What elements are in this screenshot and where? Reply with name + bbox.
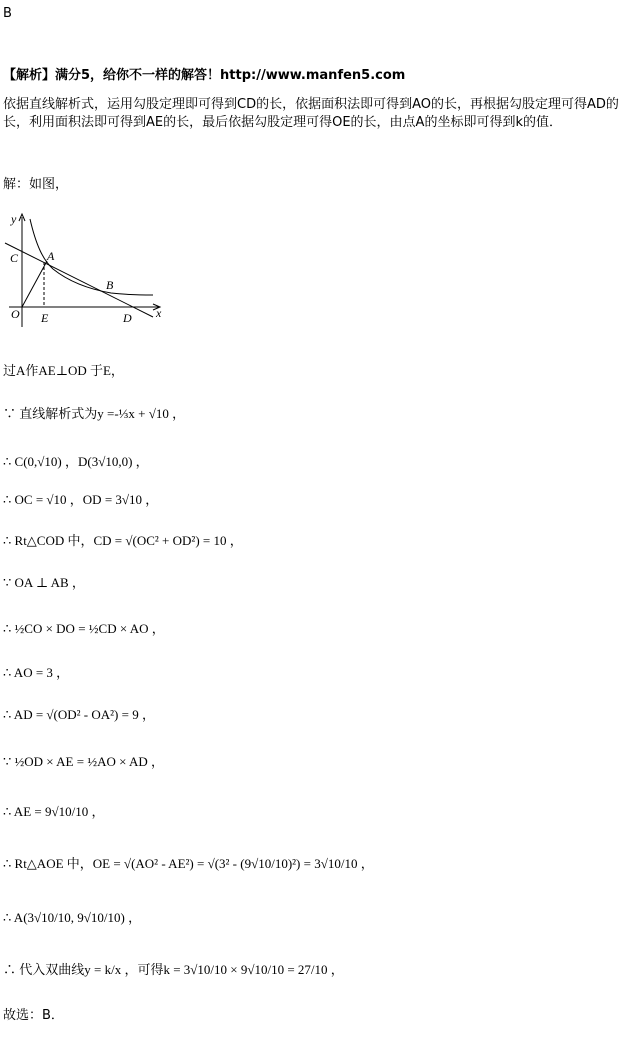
label-b: B: [106, 278, 114, 292]
conclusion: 故选：B．: [3, 1008, 64, 1023]
step-line: ∴ Rt△AOE 中，OE = √(AO² - AE²) = √(3² - (9√10/10)²) = 3√10/10 ，: [3, 856, 374, 871]
step-line: ∴ AE = 9√10/10 ，: [3, 804, 105, 819]
step-line: ∴ 代入双曲线y = k/x ，可得k = 3√10/10 × 9√10/10 = 27/10 ，: [3, 962, 344, 977]
segment-oa: [22, 261, 47, 307]
step-line: ∴ A(3√10/10, 9√10/10) ，: [3, 910, 142, 925]
label-y: y: [11, 212, 17, 226]
answer-letter: B: [3, 6, 12, 21]
step-line: ∵ 直线解析式为y =-⅓x + √10 ，: [3, 406, 186, 421]
step-line: ∴ C(0,√10) ，D(3√10,0) ，: [3, 454, 149, 469]
label-c: C: [10, 251, 19, 265]
analysis-paragraph: 依据直线解析式，运用勾股定理即可得到CD的长，依据面积法即可得到AO的长，再根据勾股定理可得AD的长，利用面积法即可得到AE的长，最后依据勾股定理可得OE的长，由点A的坐标即可得到k的值．: [3, 97, 619, 130]
solution-intro: 解：如图，: [3, 177, 69, 192]
step-line: 过A作AE⊥OD 于E，: [3, 363, 124, 378]
label-d: D: [123, 311, 132, 325]
step-line: ∴ ½CO × DO = ½CD × AO ，: [3, 621, 165, 636]
label-a: A: [47, 249, 55, 263]
analysis-heading: 【解析】满分5，给你不一样的解答！http://www.manfen5.com: [3, 68, 406, 83]
step-line: ∴ Rt△COD 中，CD = √(OC² + OD²) = 10 ，: [3, 533, 243, 548]
step-line: ∵ ½OD × AE = ½AO × AD ，: [3, 754, 164, 769]
step-line: ∴ AD = √(OD² - OA²) = 9 ，: [3, 707, 155, 722]
step-line: ∵ OA ⊥ AB ，: [3, 575, 85, 590]
coordinate-figure: [3, 205, 173, 330]
label-o: O: [11, 307, 20, 321]
label-e: E: [41, 311, 49, 325]
label-x: x: [156, 306, 162, 320]
step-line: ∴ OC = √10 ，OD = 3√10 ，: [3, 492, 159, 507]
step-line: ∴ AO = 3 ，: [3, 665, 70, 680]
line-cd: [5, 243, 153, 317]
